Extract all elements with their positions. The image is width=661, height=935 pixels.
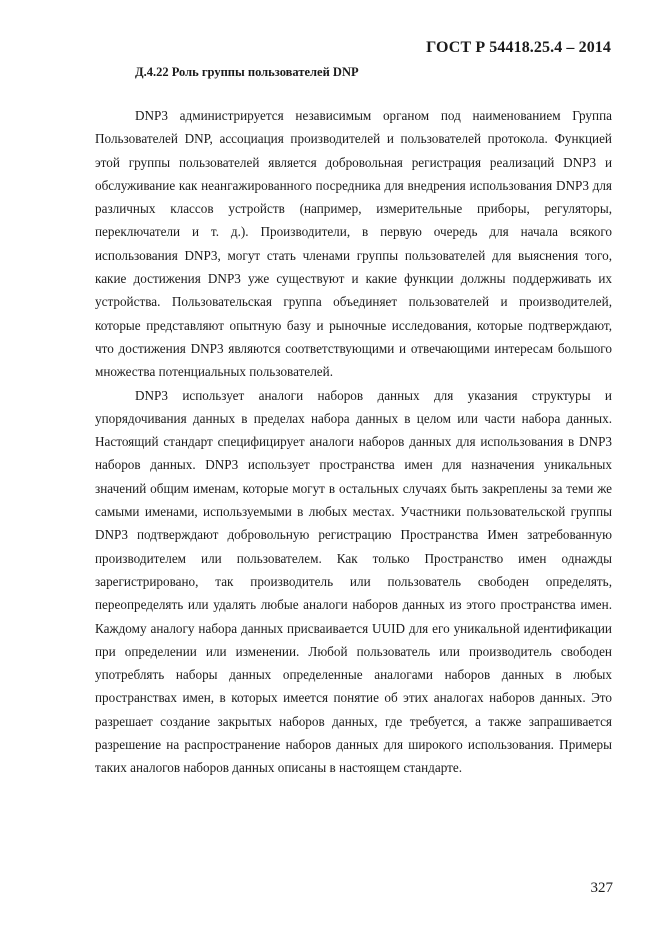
standard-header: ГОСТ Р 54418.25.4 – 2014 [426,39,611,56]
body-text [95,104,612,780]
paragraph-1: DNP3 администрируется независимым органом под наименованием Группа Пользователей DNP, ассоциация производителей и пользователей протокола. Функцией этой группы пользователей является добровольная регистрация реализаций DNP3 и обслуживание как неангажированного посредника для внедрения использования DNP3 для различных классов устройств (например, измерительные приборы, регуляторы, переключатели и т. д.). Производители, в первую очередь для начала всякого использования DNP3, могут стать членами группы пользователей для выяснения того, какие достижения DNP3 уже существуют и какие функции должны поддерживать их устройства. Пользовательская группа объединяет пользователей и производителей, которые представляют опытную базу и рыночные исследования, которые подтверждают, что достижения DNP3 являются соответствующими и отвечающими интересам большого множества потенциальных пользователей. [95,108,612,380]
page-number: 327 [590,880,613,896]
section-title: Д.4.22 Роль группы пользователей DNP [135,65,359,79]
paragraph-2: DNP3 использует аналоги наборов данных для указания структуры и упорядочивания данных в пределах набора данных в целом или части набора данных. Настоящий стандарт специфицирует аналоги наборов данных для использования в DNP3 наборов данных. DNP3 использует пространства имен для назначения уникальных значений общим именам, которые могут в остальных случаях быть закреплены за теми же самыми именами, используемыми в любых местах. Участники пользовательской группы DNP3 подтверждают добровольную регистрацию Пространства Имен затребованную производителем или пользователем. Как только Пространство имен однажды зарегистрировано, так производитель или пользователь свободен определять, переопределять или удалять любые аналоги наборов данных из этого пространства имен. Каждому аналогу набора данных присваивается UUID для его уникальной идентификации при определении или изменении. Любой пользователь или производитель свободен употреблять наборы данных определенные аналогами наборов данных в любых пространствах имен, в которых имеется понятие об этих аналогах наборов данных. Это разрешает создание закрытых наборов данных, где требуется, а также запрашивается разрешение на распространение наборов данных для широкого использования. Примеры таких аналогов наборов данных описаны в настоящем стандарте. [95,387,612,776]
